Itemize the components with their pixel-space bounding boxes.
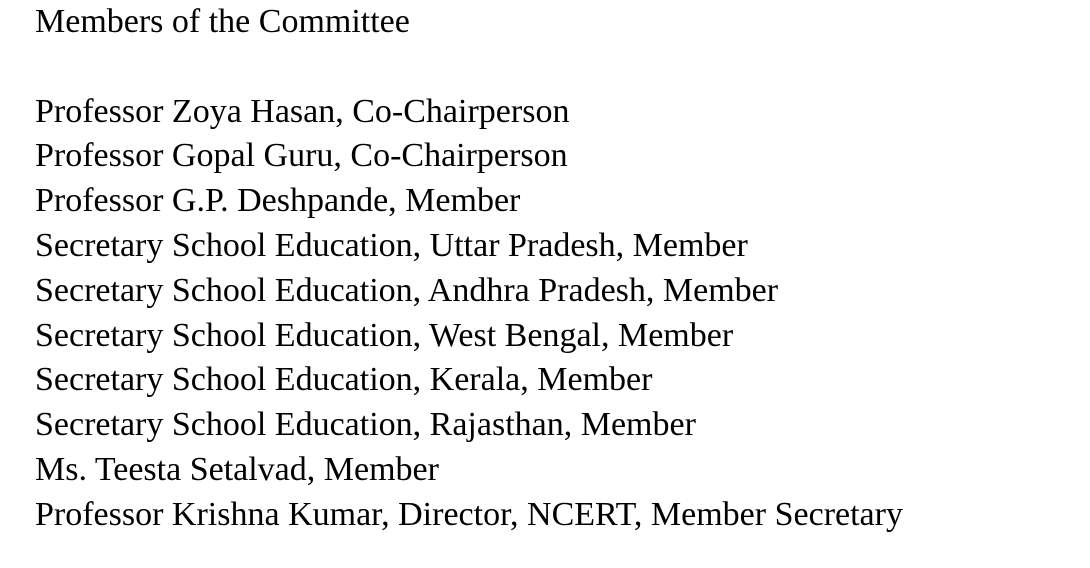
- member-line: Secretary School Education, Rajasthan, Member: [35, 406, 696, 444]
- member-line: Professor Krishna Kumar, Director, NCERT, Member Secretary: [35, 495, 903, 533]
- member-line: Professor G.P. Deshpande, Member: [35, 182, 521, 220]
- member-line: Professor Gopal Guru, Co-Chairperson: [35, 137, 568, 175]
- document-page: [35, 0, 1075, 538]
- member-line: Ms. Teesta Setalvad, Member: [35, 450, 439, 488]
- document-title: Members of the Committee: [35, 3, 410, 40]
- member-line: Secretary School Education, West Bengal, Member: [35, 316, 734, 354]
- member-line: Secretary School Education, Andhra Pradesh, Member: [35, 271, 779, 309]
- members-list: [35, 90, 1075, 538]
- spacer: [35, 45, 1075, 90]
- member-line: Secretary School Education, Kerala, Member: [35, 361, 653, 399]
- member-line: Professor Zoya Hasan, Co-Chairperson: [35, 92, 570, 130]
- member-line: Secretary School Education, Uttar Pradesh, Member: [35, 226, 748, 264]
